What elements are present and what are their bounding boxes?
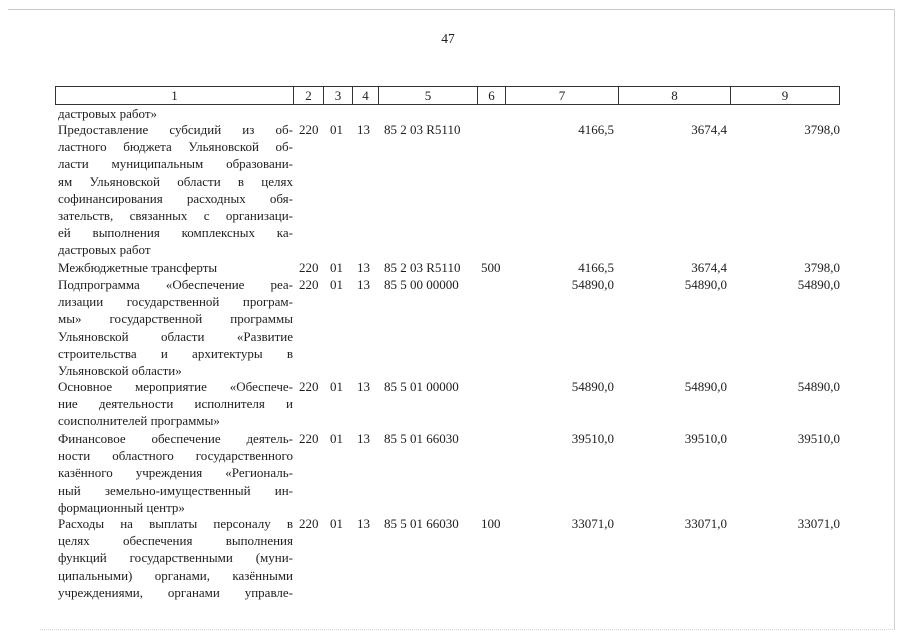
text-line: ласти муниципальным образовани-: [58, 156, 293, 172]
cell-col-4: 13: [357, 431, 370, 446]
table-header: [55, 86, 840, 105]
cell-col-9: 54890,0: [797, 277, 840, 292]
text-line: Межбюджетные трансферты: [58, 260, 218, 275]
text-line: Ульяновской области»: [58, 362, 182, 378]
cell-col-5: 85 5 00 00000: [384, 277, 459, 292]
text-line: дастровых работ: [58, 242, 151, 258]
text-line: функций государственными (муни-: [58, 550, 293, 566]
cell-col-2: 220: [299, 516, 319, 531]
cell-col-3: 01: [330, 122, 343, 137]
cell-col-5: 85 2 03 R5110: [384, 122, 461, 137]
cell-col-2: 220: [299, 431, 319, 446]
text-line: ластного бюджета Ульяновской об-: [58, 139, 293, 155]
cell-col-8: 3674,4: [691, 122, 727, 137]
cell-col-3: 01: [330, 277, 343, 292]
text-line: ности областного государственного: [58, 448, 293, 464]
row-description: [58, 430, 293, 516]
text-line: Финансовое обеспечение деятель-: [58, 431, 293, 446]
text-line: ние деятельности исполнителя и: [58, 396, 293, 412]
text-line: строительства и архитектуры в: [58, 345, 293, 361]
text-line: дастровых работ»: [58, 106, 158, 121]
scan-edge-top: [8, 9, 895, 10]
text-line: зательств, связанных с организаци-: [58, 207, 293, 223]
row-description: [58, 515, 293, 601]
row-description: [58, 378, 293, 430]
text-line: ный земельно-имущественный ин-: [58, 482, 293, 498]
cell-col-9: 54890,0: [797, 379, 840, 394]
cell-col-2: 220: [299, 379, 319, 394]
header-col-3: 3: [323, 86, 352, 105]
cell-col-9: 3798,0: [804, 122, 840, 137]
header-col-5: 5: [378, 86, 477, 105]
text-line: Подпрограмма «Обеспечение реа-: [58, 277, 293, 292]
row-description: [58, 276, 293, 379]
cell-col-5: 85 5 01 00000: [384, 379, 459, 394]
cell-col-2: 220: [299, 277, 319, 292]
row-description: [58, 259, 293, 276]
scan-edge-right: [894, 9, 895, 629]
cell-col-7: 4166,5: [578, 260, 614, 275]
cell-col-6: 500: [481, 260, 501, 275]
cell-col-9: 39510,0: [797, 431, 840, 446]
cell-col-6: 100: [481, 516, 501, 531]
cell-col-5: 85 5 01 66030: [384, 516, 459, 531]
cell-col-4: 13: [357, 122, 370, 137]
text-line: Ульяновской области «Развитие: [58, 328, 293, 344]
header-col-7: 7: [505, 86, 618, 105]
cell-col-8: 39510,0: [684, 431, 727, 446]
header-col-8: 8: [618, 86, 730, 105]
page-number: 47: [441, 31, 455, 46]
cell-col-4: 13: [357, 516, 370, 531]
text-line: софинансирования расходных обя-: [58, 190, 293, 206]
cell-col-8: 54890,0: [684, 379, 727, 394]
cell-col-7: 54890,0: [571, 277, 614, 292]
cell-col-7: 33071,0: [571, 516, 614, 531]
text-line: лизации государственной програм-: [58, 294, 293, 310]
cell-col-8: 33071,0: [684, 516, 727, 531]
cell-col-3: 01: [330, 516, 343, 531]
cell-col-8: 3674,4: [691, 260, 727, 275]
scan-edge-bottom: [40, 629, 895, 630]
cell-col-3: 01: [330, 379, 343, 394]
cell-col-4: 13: [357, 277, 370, 292]
text-line: мы» государственной программы: [58, 311, 293, 327]
cell-col-2: 220: [299, 122, 319, 137]
cell-col-9: 33071,0: [797, 516, 840, 531]
text-line: ей выполнения комплексных ка-: [58, 225, 293, 241]
cell-col-2: 220: [299, 260, 319, 275]
cell-col-7: 4166,5: [578, 122, 614, 137]
cell-col-5: 85 5 01 66030: [384, 431, 459, 446]
text-line: соисполнителей программы»: [58, 413, 220, 429]
header-col-2: 2: [293, 86, 323, 105]
cell-col-7: 54890,0: [571, 379, 614, 394]
header-col-1: 1: [55, 86, 293, 105]
cell-col-4: 13: [357, 260, 370, 275]
text-line: Предоставление субсидий из об-: [58, 122, 293, 137]
header-col-4: 4: [352, 86, 378, 105]
text-line: казённого учреждения «Региональ-: [58, 465, 293, 481]
text-line: ципальными) органами, казёнными: [58, 567, 293, 583]
text-line: Основное мероприятие «Обеспече-: [58, 379, 293, 394]
text-line: учреждениями, органами управле-: [58, 584, 293, 600]
row-description: [58, 121, 293, 259]
row-description: [58, 105, 293, 122]
header-col-9: 9: [730, 86, 840, 105]
text-line: целях обеспечения выполнения: [58, 533, 293, 549]
header-col-6: 6: [477, 86, 505, 105]
cell-col-4: 13: [357, 379, 370, 394]
text-line: формационный центр»: [58, 499, 185, 515]
text-line: Расходы на выплаты персоналу в: [58, 516, 293, 531]
cell-col-3: 01: [330, 260, 343, 275]
cell-col-5: 85 2 03 R5110: [384, 260, 461, 275]
cell-col-8: 54890,0: [684, 277, 727, 292]
cell-col-9: 3798,0: [804, 260, 840, 275]
cell-col-3: 01: [330, 431, 343, 446]
cell-col-7: 39510,0: [571, 431, 614, 446]
text-line: ям Ульяновской области в целях: [58, 173, 293, 189]
